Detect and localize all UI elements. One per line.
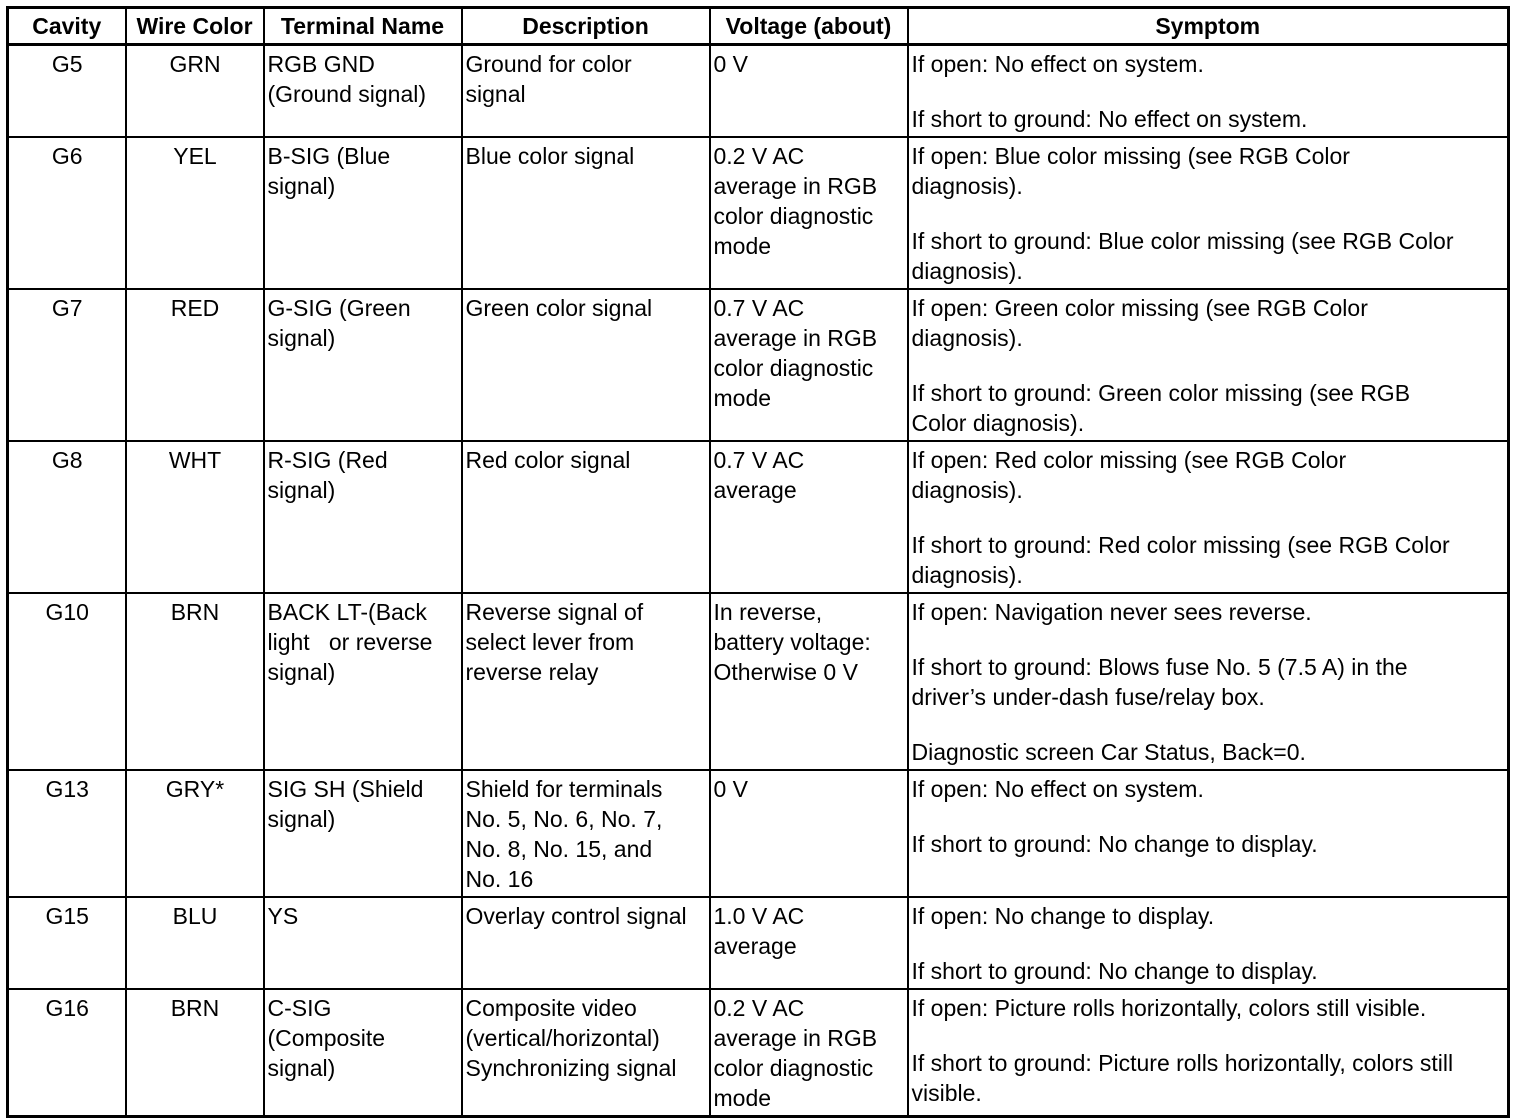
wire-color-cell: YEL bbox=[126, 137, 264, 289]
voltage-line: 1.0 V AC bbox=[713, 903, 805, 929]
voltage-line: mode bbox=[713, 233, 772, 259]
description-line: Green color signal bbox=[465, 295, 653, 321]
voltage-line: battery voltage: bbox=[713, 629, 871, 655]
symptom-line: Diagnostic screen Car Status, Back=0. bbox=[911, 739, 1306, 765]
table-row bbox=[8, 593, 1509, 770]
symptom-cell bbox=[908, 441, 1509, 593]
description-line: No. 16 bbox=[465, 866, 534, 892]
terminal-name-cell bbox=[264, 289, 462, 441]
symptom-line: If open: Blue color missing (see RGB Color bbox=[911, 143, 1350, 169]
symptom-line: diagnosis). bbox=[911, 477, 1023, 503]
cavity-cell: G16 bbox=[8, 989, 126, 1117]
terminal-name-line: C-SIG bbox=[267, 995, 332, 1021]
terminal-name-line: (Ground signal) bbox=[267, 81, 427, 107]
description-cell bbox=[462, 137, 710, 289]
symptom-line: If short to ground: No change to display. bbox=[911, 831, 1318, 857]
header-description: Description bbox=[462, 8, 710, 45]
symptom-paragraph bbox=[912, 597, 1506, 627]
header-symptom: Symptom bbox=[908, 8, 1509, 45]
terminal-name-line: signal) bbox=[267, 659, 336, 685]
wire-color-cell: BRN bbox=[126, 593, 264, 770]
voltage-cell bbox=[710, 137, 908, 289]
description-line: signal bbox=[465, 81, 526, 107]
voltage-line: 0.7 V AC bbox=[713, 295, 805, 321]
voltage-line: 0.7 V AC bbox=[713, 447, 805, 473]
table-row bbox=[8, 770, 1509, 897]
voltage-cell bbox=[710, 45, 908, 138]
voltage-cell bbox=[710, 593, 908, 770]
description-line: Shield for terminals bbox=[465, 776, 663, 802]
voltage-line: 0.2 V AC bbox=[713, 143, 805, 169]
symptom-paragraph bbox=[912, 901, 1506, 931]
symptom-paragraph bbox=[912, 652, 1506, 712]
voltage-line: average bbox=[713, 477, 797, 503]
wire-color-cell: RED bbox=[126, 289, 264, 441]
description-line: Reverse signal of bbox=[465, 599, 644, 625]
voltage-cell bbox=[710, 289, 908, 441]
symptom-line: diagnosis). bbox=[911, 325, 1023, 351]
description-cell bbox=[462, 45, 710, 138]
terminal-name-line: signal) bbox=[267, 325, 336, 351]
cavity-cell: G8 bbox=[8, 441, 126, 593]
wire-color-cell: BLU bbox=[126, 897, 264, 989]
terminal-name-line: signal) bbox=[267, 1055, 336, 1081]
table-body bbox=[8, 45, 1509, 1117]
symptom-line: visible. bbox=[911, 1080, 982, 1106]
table-row bbox=[8, 45, 1509, 138]
description-line: (vertical/horizontal) bbox=[465, 1025, 660, 1051]
terminal-name-line: YS bbox=[267, 903, 299, 929]
symptom-line: If short to ground: No effect on system. bbox=[911, 106, 1308, 132]
voltage-line: Otherwise 0 V bbox=[713, 659, 858, 685]
terminal-name-line: (Composite bbox=[267, 1025, 386, 1051]
description-line: Red color signal bbox=[465, 447, 631, 473]
voltage-line: average in RGB bbox=[713, 1025, 878, 1051]
symptom-paragraph bbox=[912, 774, 1506, 804]
description-line: select lever from bbox=[465, 629, 635, 655]
terminal-name-line: G-SIG (Green bbox=[267, 295, 411, 321]
header-row bbox=[8, 8, 1509, 45]
header-voltage: Voltage (about) bbox=[710, 8, 908, 45]
voltage-line: 0.2 V AC bbox=[713, 995, 805, 1021]
cavity-cell: G13 bbox=[8, 770, 126, 897]
description-line: Synchronizing signal bbox=[465, 1055, 677, 1081]
symptom-paragraph bbox=[912, 293, 1506, 353]
symptom-line: If open: Red color missing (see RGB Color bbox=[911, 447, 1347, 473]
voltage-line: color diagnostic bbox=[713, 355, 874, 381]
description-cell bbox=[462, 441, 710, 593]
voltage-line: mode bbox=[713, 1085, 772, 1111]
symptom-cell bbox=[908, 897, 1509, 989]
symptom-line: If open: Picture rolls horizontally, colors still visible. bbox=[911, 995, 1427, 1021]
voltage-line: color diagnostic bbox=[713, 203, 874, 229]
description-line: Overlay control signal bbox=[465, 903, 687, 929]
terminal-name-line: RGB GND bbox=[267, 51, 375, 77]
description-line: No. 5, No. 6, No. 7, bbox=[465, 806, 663, 832]
terminal-name-cell bbox=[264, 770, 462, 897]
terminal-name-cell bbox=[264, 137, 462, 289]
symptom-line: If open: No change to display. bbox=[911, 903, 1215, 929]
table-row bbox=[8, 989, 1509, 1117]
symptom-paragraph bbox=[912, 530, 1506, 590]
voltage-line: 0 V bbox=[713, 776, 749, 802]
voltage-line: average bbox=[713, 933, 797, 959]
symptom-line: If open: Navigation never sees reverse. bbox=[911, 599, 1312, 625]
symptom-paragraph bbox=[912, 378, 1506, 438]
symptom-line: Color diagnosis). bbox=[911, 410, 1085, 436]
symptom-paragraph bbox=[912, 1048, 1506, 1108]
symptom-line: If open: No effect on system. bbox=[911, 51, 1204, 77]
symptom-cell bbox=[908, 989, 1509, 1117]
symptom-cell bbox=[908, 593, 1509, 770]
symptom-paragraph bbox=[912, 141, 1506, 201]
wire-color-cell: WHT bbox=[126, 441, 264, 593]
description-cell bbox=[462, 897, 710, 989]
symptom-cell bbox=[908, 770, 1509, 897]
voltage-line: In reverse, bbox=[713, 599, 823, 625]
symptom-line: If short to ground: No change to display. bbox=[911, 958, 1318, 984]
symptom-paragraph bbox=[912, 829, 1506, 859]
table-row bbox=[8, 137, 1509, 289]
voltage-line: mode bbox=[713, 385, 772, 411]
terminal-name-cell bbox=[264, 45, 462, 138]
symptom-line: diagnosis). bbox=[911, 173, 1023, 199]
description-line: No. 8, No. 15, and bbox=[465, 836, 653, 862]
wire-color-cell: GRN bbox=[126, 45, 264, 138]
symptom-cell bbox=[908, 289, 1509, 441]
terminal-name-line: light or reverse bbox=[267, 629, 433, 655]
terminal-name-line: B-SIG (Blue bbox=[267, 143, 391, 169]
symptom-line: If short to ground: Blue color missing (see RGB Color bbox=[911, 228, 1454, 254]
description-cell bbox=[462, 289, 710, 441]
table-row bbox=[8, 897, 1509, 989]
symptom-paragraph bbox=[912, 445, 1506, 505]
voltage-cell bbox=[710, 441, 908, 593]
terminal-name-line: signal) bbox=[267, 173, 336, 199]
description-cell bbox=[462, 593, 710, 770]
voltage-cell bbox=[710, 989, 908, 1117]
voltage-line: average in RGB bbox=[713, 325, 878, 351]
header-wire-color: Wire Color bbox=[126, 8, 264, 45]
symptom-paragraph bbox=[912, 49, 1506, 79]
voltage-cell bbox=[710, 897, 908, 989]
symptom-cell bbox=[908, 137, 1509, 289]
symptom-line: If open: No effect on system. bbox=[911, 776, 1204, 802]
description-line: Composite video bbox=[465, 995, 637, 1021]
terminal-name-cell bbox=[264, 441, 462, 593]
voltage-cell bbox=[710, 770, 908, 897]
cavity-cell: G10 bbox=[8, 593, 126, 770]
symptom-paragraph bbox=[912, 104, 1506, 134]
terminal-name-line: BACK LT-(Back bbox=[267, 599, 427, 625]
symptom-line: If short to ground: Picture rolls horizontally, colors still bbox=[911, 1050, 1454, 1076]
symptom-line: diagnosis). bbox=[911, 562, 1023, 588]
symptom-paragraph bbox=[912, 737, 1506, 767]
cavity-cell: G7 bbox=[8, 289, 126, 441]
symptom-paragraph bbox=[912, 226, 1506, 286]
wire-color-cell: GRY* bbox=[126, 770, 264, 897]
terminal-name-cell bbox=[264, 897, 462, 989]
symptom-paragraph bbox=[912, 993, 1506, 1023]
terminal-name-cell bbox=[264, 989, 462, 1117]
symptom-line: If short to ground: Blows fuse No. 5 (7.5 A) in the bbox=[911, 654, 1408, 680]
description-cell bbox=[462, 989, 710, 1117]
terminal-name-line: signal) bbox=[267, 806, 336, 832]
description-line: Blue color signal bbox=[465, 143, 635, 169]
terminal-name-line: R-SIG (Red bbox=[267, 447, 388, 473]
description-cell bbox=[462, 770, 710, 897]
voltage-line: color diagnostic bbox=[713, 1055, 874, 1081]
cavity-cell: G5 bbox=[8, 45, 126, 138]
cavity-cell: G15 bbox=[8, 897, 126, 989]
cavity-cell: G6 bbox=[8, 137, 126, 289]
symptom-cell bbox=[908, 45, 1509, 138]
symptom-paragraph bbox=[912, 956, 1506, 986]
wire-terminal-table bbox=[6, 6, 1510, 1118]
voltage-line: 0 V bbox=[713, 51, 749, 77]
description-line: reverse relay bbox=[465, 659, 599, 685]
voltage-line: average in RGB bbox=[713, 173, 878, 199]
symptom-line: diagnosis). bbox=[911, 258, 1023, 284]
wire-color-cell: BRN bbox=[126, 989, 264, 1117]
symptom-line: If open: Green color missing (see RGB Color bbox=[911, 295, 1368, 321]
symptom-line: driver’s under-dash fuse/relay box. bbox=[911, 684, 1265, 710]
symptom-line: If short to ground: Red color missing (see RGB Color bbox=[911, 532, 1450, 558]
table-row bbox=[8, 441, 1509, 593]
table-header bbox=[8, 8, 1509, 45]
terminal-name-cell bbox=[264, 593, 462, 770]
header-terminal-name: Terminal Name bbox=[264, 8, 462, 45]
header-cavity: Cavity bbox=[8, 8, 126, 45]
table-row bbox=[8, 289, 1509, 441]
description-line: Ground for color bbox=[465, 51, 632, 77]
terminal-name-line: signal) bbox=[267, 477, 336, 503]
symptom-line: If short to ground: Green color missing (see RGB bbox=[911, 380, 1411, 406]
terminal-name-line: SIG SH (Shield bbox=[267, 776, 424, 802]
